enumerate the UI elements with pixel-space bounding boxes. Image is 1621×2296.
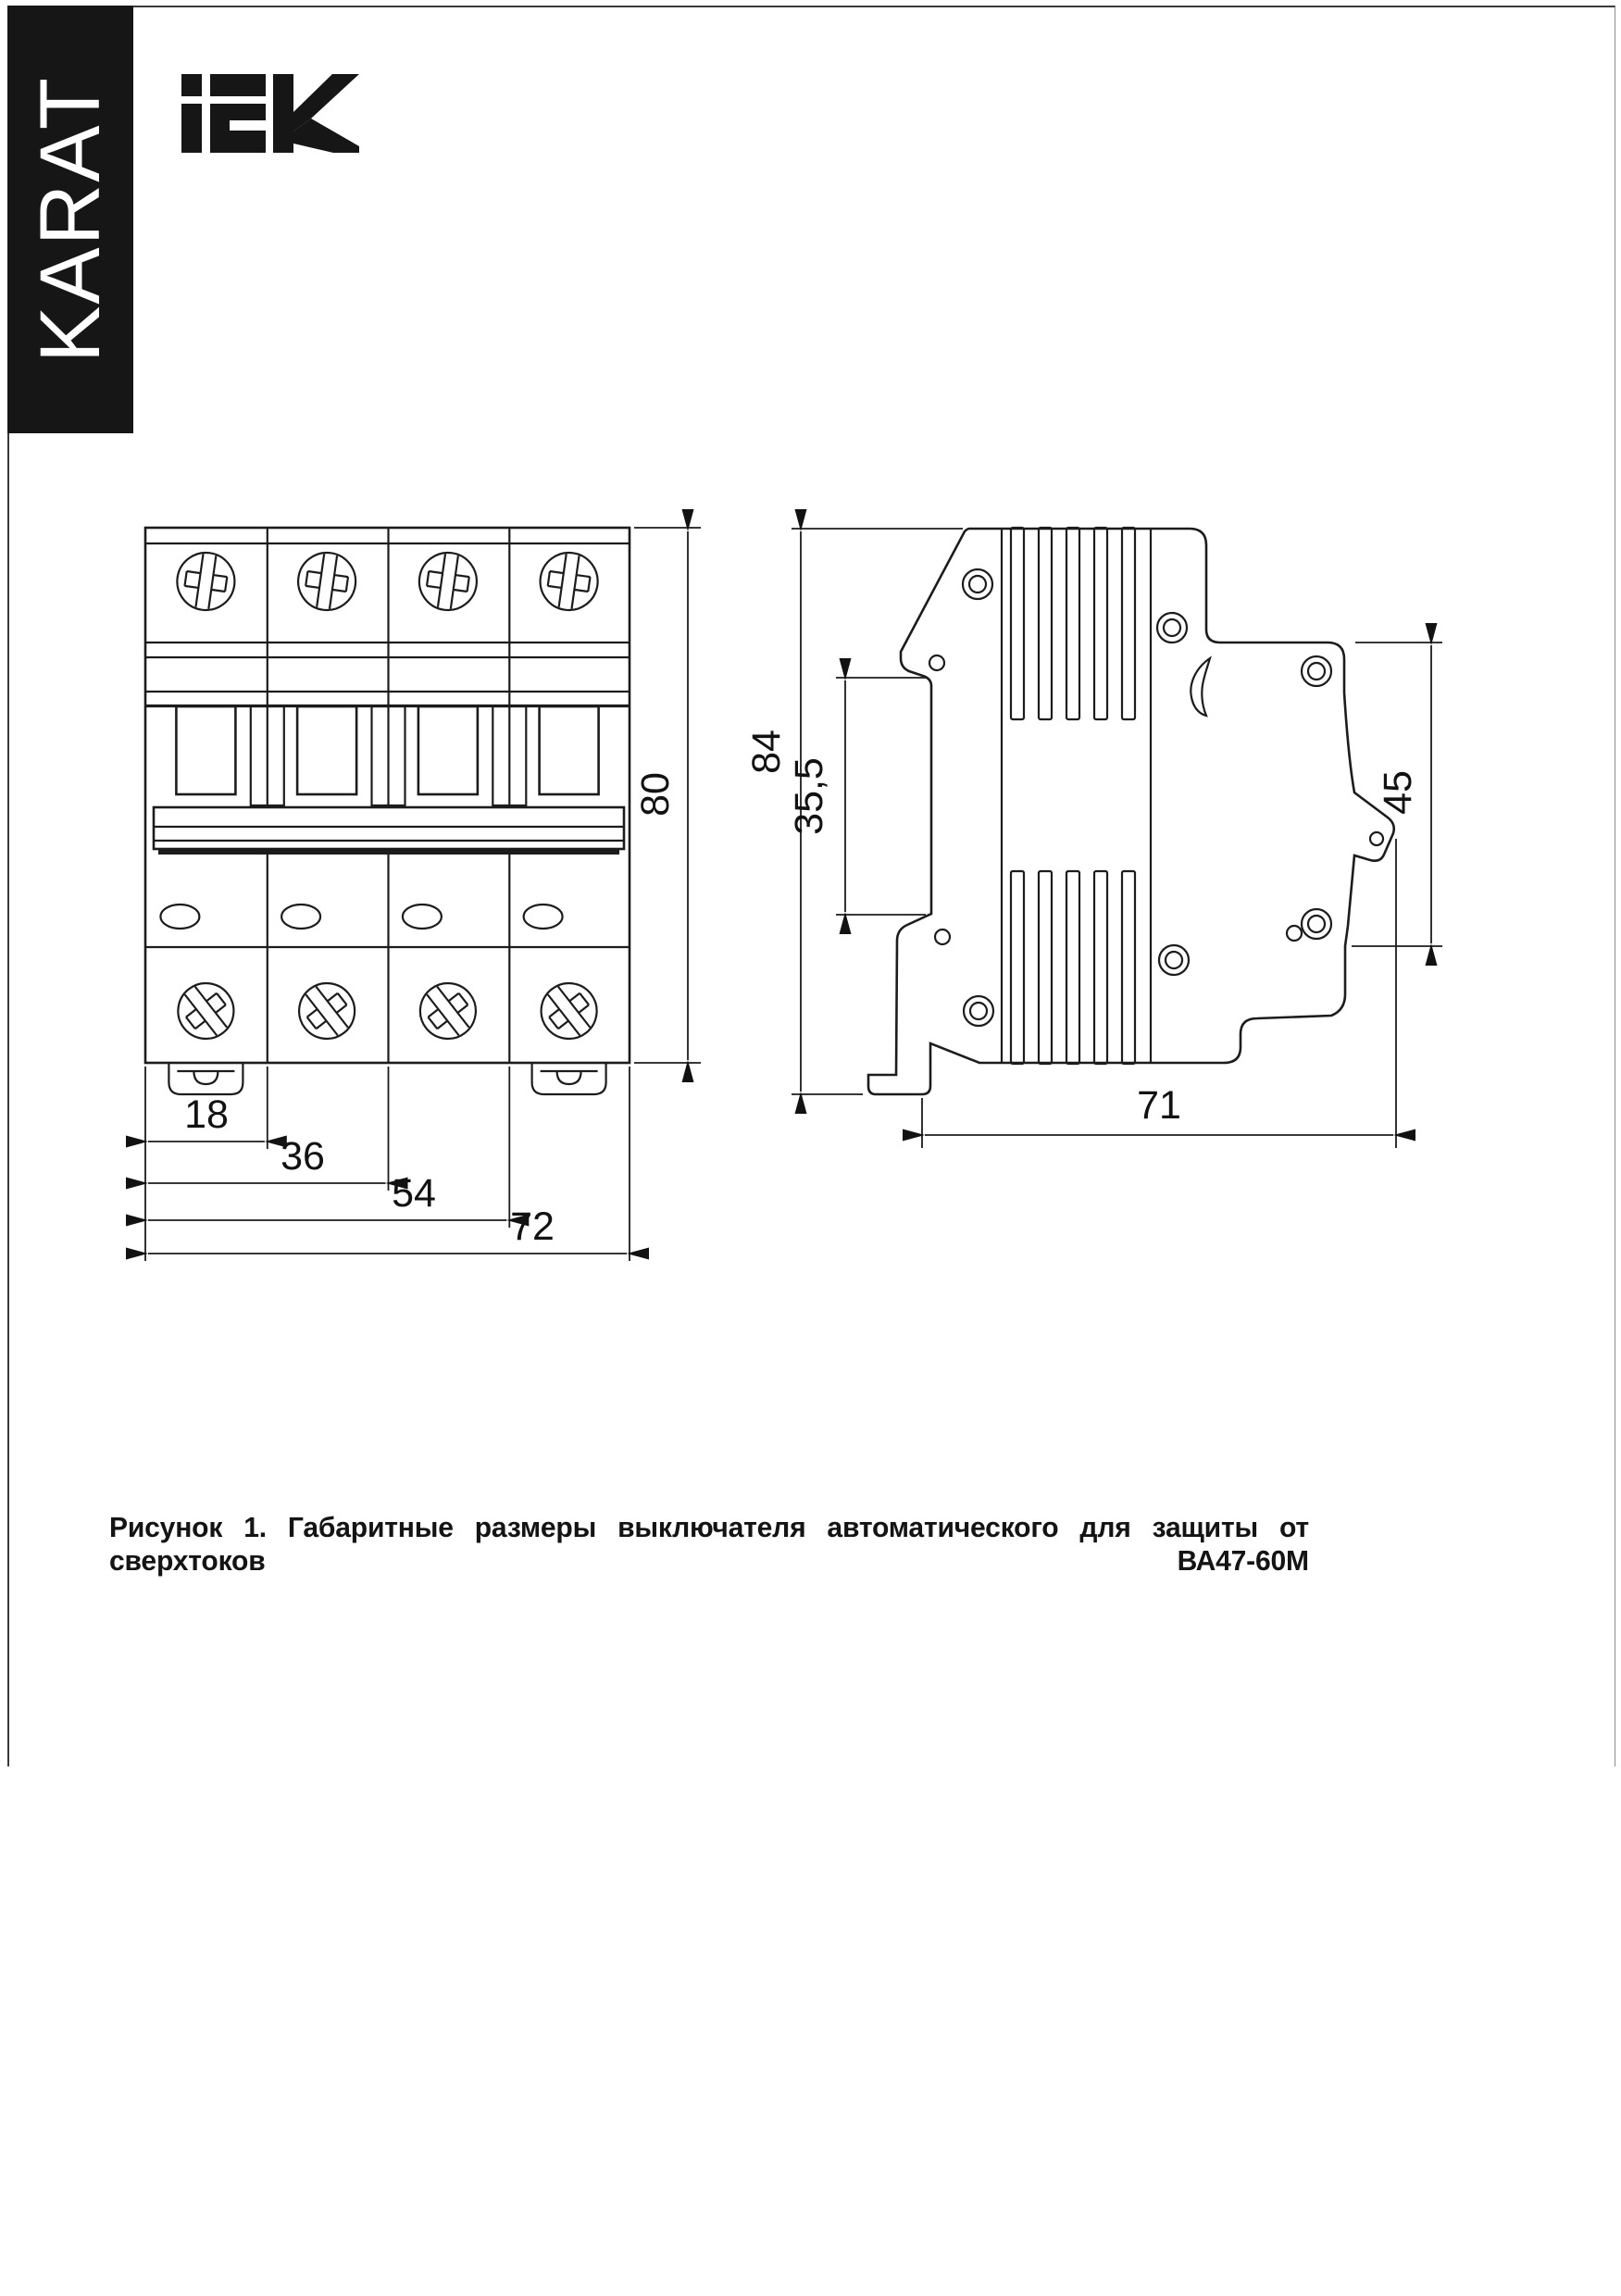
dim-label-side-height: 84 — [744, 730, 789, 774]
dim-label-two-modules: 36 — [281, 1134, 325, 1179]
dim-label-total-height: 80 — [633, 772, 678, 817]
side-view-dimensions — [792, 529, 1442, 1148]
din-clip-front — [168, 1063, 605, 1094]
front-view-dimensions — [145, 528, 701, 1261]
pin-holes — [929, 655, 1383, 944]
brand-vertical-label: KARAT — [23, 76, 118, 363]
dim-label-total-width: 72 — [510, 1204, 555, 1249]
rib-group-bottom — [1011, 871, 1135, 1064]
front-view — [145, 528, 630, 1094]
dim-label-total-depth: 71 — [1137, 1083, 1181, 1128]
label-windows — [160, 905, 562, 929]
dim-label-din-channel: 35,5 — [787, 757, 831, 835]
rivets — [963, 569, 1331, 1026]
handle-tie-bar — [154, 807, 624, 853]
rib-group-top — [1011, 528, 1135, 719]
side-view — [868, 528, 1394, 1094]
dim-label-three-modules: 54 — [392, 1171, 436, 1216]
dim-label-panel-height: 45 — [1376, 770, 1420, 815]
front-view-dim-labels — [184, 772, 678, 1249]
crescent-slot — [1191, 658, 1210, 716]
dim-label-module-width: 18 — [184, 1092, 229, 1137]
figure-caption: Рисунок 1. Габаритные размеры выключателя автоматического для защиты от сверхтоков ВА47-60М — [109, 1511, 1309, 1577]
